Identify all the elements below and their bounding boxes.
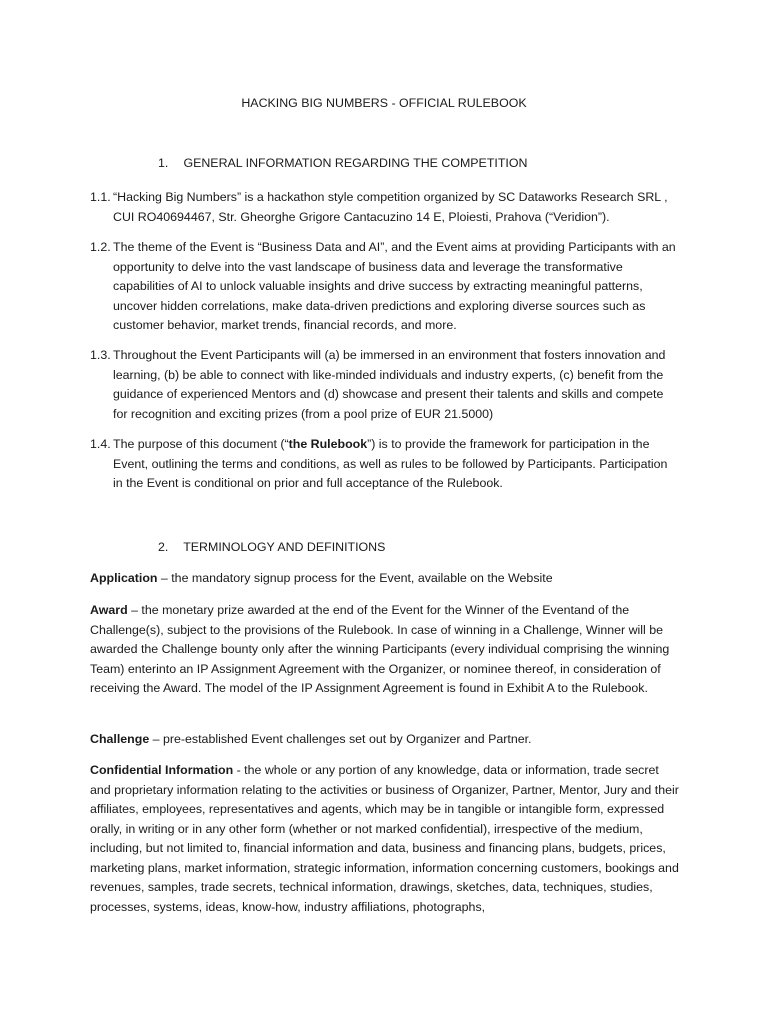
clause-text <box>113 435 680 494</box>
clause-number: 1.1. <box>90 190 111 204</box>
clause-text: The theme of the Event is “Business Data and AI”, and the Event aims at providing Participants with an opportunity to delve into the vast landscape of business data and leverage the transformative capabilities of AI to unlock valuable insights and drive success by extracting meaningful patterns, uncover hidden correlations, make data-driven predictions and exploring diverse sources such as customer behavior, market trends, financial records, and more. <box>113 240 676 332</box>
clause-text: Throughout the Event Participants will (a) be immersed in an environment that fosters innovation and learning, (b) be able to connect with like-minded individuals and industry experts, (c) benefit from the guidance of experienced Mentors and (d) showcase and present their talents and skills and compete for recognition and exciting prizes (from a pool prize of EUR 21.5000) <box>113 348 666 421</box>
clause-1-1 <box>90 188 680 227</box>
section-1-heading <box>158 154 527 174</box>
section-1-number: 1. <box>158 156 169 170</box>
section-2-heading <box>158 538 385 558</box>
clause-1-2 <box>90 238 680 336</box>
clause-1-3 <box>90 346 680 424</box>
definition-award <box>90 601 680 699</box>
clause-text-part: ”) is to provide the framework for participation in the Event, outlining the terms and conditions, as well as rules to be followed by Participants. Participation in the Event is conditional on prior and full acceptance of the Rulebook. <box>113 437 668 490</box>
definition-text: – the mandatory signup process for the Event, available on the Website <box>157 571 553 585</box>
clause-number: 1.3. <box>90 348 111 362</box>
definition-confidential-information <box>90 761 680 917</box>
section-1-title: GENERAL INFORMATION REGARDING THE COMPETITION <box>183 156 528 170</box>
clause-text-part: The purpose of this document (“ <box>113 437 289 451</box>
clause-1-4 <box>90 435 680 494</box>
defined-term: Application <box>90 571 158 585</box>
page-title: HACKING BIG NUMBERS - OFFICIAL RULEBOOK <box>241 96 527 110</box>
definition-text: - the whole or any portion of any knowledge, data or information, trade secret and proprietary information relating to the activities or business of Organizer, Partner, Mentor, Jury and their affiliates, employees, representatives and agents, which may be in tangible or intangible form, expressed orally, in writing or in any other form (whether or not marked confidential), irrespective of the medium, including, but not limited to, financial information and data, business and financing plans, budgets, prices, marketing plans, market information, strategic information, information concerning customers, bookings and revenues, samples, trade secrets, technical information, drawings, sketches, data, techniques, studies, processes, systems, ideas, know-how, industry affiliations, photographs, <box>90 763 679 914</box>
definition-challenge <box>90 730 680 750</box>
defined-term: Challenge <box>90 732 150 746</box>
definition-application <box>90 569 680 589</box>
definition-text: – pre-established Event challenges set out by Organizer and Partner. <box>149 732 532 746</box>
definition-text: – the monetary prize awarded at the end of the Event for the Winner of the Eventand of the Challenge(s), subject to the provisions of the Rulebook. In case of winning in a Challenge, Winner will be awarded the Challenge bounty only after the winning Participants (every individual comprising the winning Team) enterinto an IP Assignment Agreement with the Organizer, or nominee thereof, in consideration of receiving the Award. The model of the IP Assignment Agreement is found in Exhibit A to the Rulebook. <box>90 603 670 695</box>
defined-term: Confidential Information <box>90 763 234 777</box>
section-2-number: 2. <box>158 540 169 554</box>
clause-text: “Hacking Big Numbers” is a hackathon style competition organized by SC Dataworks Research SRL , CUI RO40694467, Str. Gheorghe Grigore Cantacuzino 14 E, Ploiesti, Prahova (“Veridion”). <box>113 190 668 224</box>
defined-term: Award <box>90 603 128 617</box>
section-2-title: TERMINOLOGY AND DEFINITIONS <box>183 540 386 554</box>
clause-number: 1.4. <box>90 437 111 451</box>
rulebook-defined-term: the Rulebook <box>288 437 368 451</box>
clause-number: 1.2. <box>90 240 111 254</box>
